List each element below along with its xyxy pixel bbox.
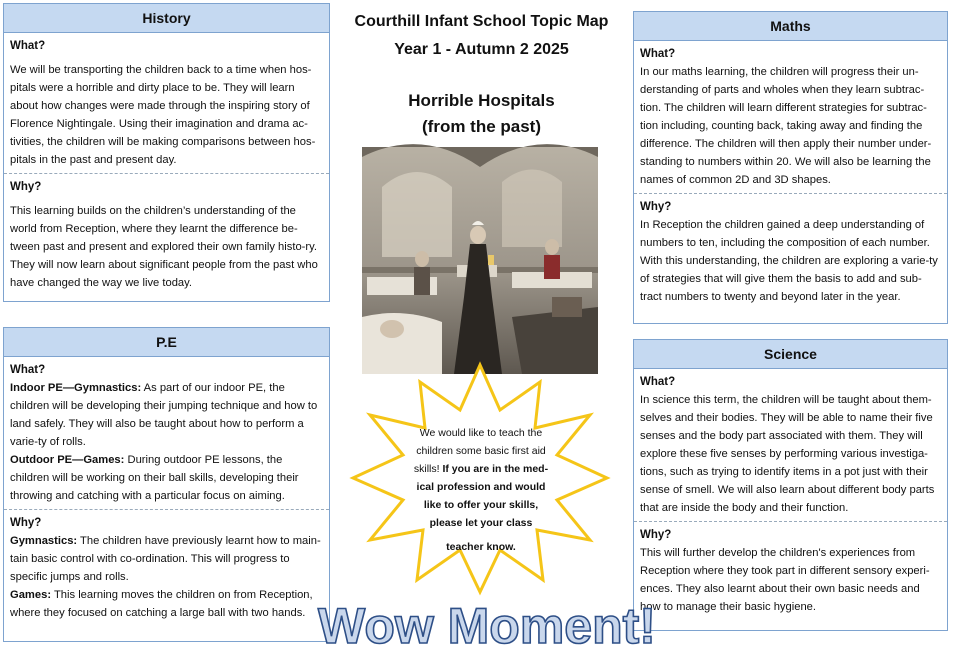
star-message-line3: teacher know. bbox=[446, 541, 516, 553]
side-table bbox=[552, 297, 582, 317]
star-message bbox=[413, 424, 549, 556]
pe-indoor-paragraph bbox=[10, 379, 323, 451]
patient-head-right bbox=[545, 239, 559, 255]
history-what-label: What? bbox=[10, 40, 46, 52]
maths-why-section bbox=[634, 194, 947, 310]
science-why-label: Why? bbox=[640, 529, 672, 541]
pe-what-section bbox=[4, 357, 329, 509]
pe-gym-lead: Gymnastics: bbox=[10, 535, 78, 547]
pe-why-label: Why? bbox=[10, 517, 42, 529]
history-why-label: Why? bbox=[10, 181, 42, 193]
history-what-section bbox=[4, 33, 329, 173]
patient-figure-left bbox=[414, 267, 430, 295]
pe-why-section bbox=[4, 510, 329, 626]
science-header: Science bbox=[634, 340, 947, 369]
science-why-text: This will further develop the children's experiences from Reception where they took part in different sensory experi-ences. They also learnt about their own basic needs and how to manage their basic hygiene. bbox=[640, 547, 930, 613]
topic-title bbox=[330, 88, 633, 140]
science-what-text: In science this term, the children will be taught about them-selves and their bodies. They will be able to name their five senses and the body part associated with them. They will explore these five senses by performing various investiga-tions, such as trying to identify items in a pot just with their sense of smell. We will also learn about different body parts that are inside the body and their function. bbox=[640, 394, 935, 514]
year-title: Year 1 - Autumn 2 2025 bbox=[394, 41, 569, 58]
history-what-text: We will be transporting the children back to a time when hos-pitals were a horrible and dirty place to be. They will learn about how changes were made through the inspiring story of Florence Nightingale. Using their imagination and drama ac-tivities, the children will be making comparisons between hos-pitals in the past and present day. bbox=[10, 64, 316, 166]
history-why-section bbox=[4, 174, 329, 296]
pe-outdoor-paragraph bbox=[10, 451, 323, 505]
pe-header: P.E bbox=[4, 328, 329, 357]
science-what-section bbox=[634, 369, 947, 521]
patient-head-left bbox=[415, 251, 429, 267]
pe-gym-paragraph bbox=[10, 532, 323, 586]
topic-title-line1: Horrible Hospitals bbox=[408, 91, 555, 110]
pe-panel bbox=[3, 327, 330, 642]
nurse-lamp bbox=[488, 255, 494, 265]
maths-panel bbox=[633, 11, 948, 324]
nurse-head bbox=[470, 226, 486, 244]
maths-header: Maths bbox=[634, 12, 947, 41]
school-title: Courthill Infant School Topic Map bbox=[354, 13, 609, 30]
science-panel bbox=[633, 339, 948, 631]
pe-what-label: What? bbox=[10, 364, 46, 376]
pe-indoor-lead: Indoor PE—Gymnastics: bbox=[10, 382, 142, 394]
soldier-figure-right bbox=[544, 255, 560, 279]
history-why-text: This learning builds on the children’s understanding of the world from Reception, where they learnt the difference be-tween past and present and explored their own family histo-ry. They will now learn about significant people from the past who have changed the way we live today. bbox=[10, 205, 318, 289]
maths-why-text: In Reception the children gained a deep understanding of numbers to ten, including the composition of each number. With this understanding, the children are exploring a varie-ty of strategies that will give them the basis to add and sub-tract numbers to twenty and beyond later in the year. bbox=[640, 219, 938, 303]
history-panel bbox=[3, 3, 330, 302]
maths-why-label: Why? bbox=[640, 201, 672, 213]
maths-what-text: In our maths learning, the children will progress their un-derstanding of parts and wholes when they learn subtrac-tion. The children will learn different strategies for subtrac-tion including, counting back, taking away and finding the difference. The children will then apply their number under-standing to numbers within 20. We will also be learning the names of common 2D and 3D shapes. bbox=[640, 66, 932, 186]
science-why-section bbox=[634, 522, 947, 620]
hospital-illustration bbox=[362, 147, 598, 374]
foreground-patient-head bbox=[380, 320, 404, 338]
maths-what-label: What? bbox=[640, 48, 676, 60]
maths-what-section bbox=[634, 41, 947, 193]
pe-games-lead: Games: bbox=[10, 589, 52, 601]
star-message-line2: If you are in the med-ical profession and would like to offer your skills, please let your class bbox=[416, 463, 549, 529]
pe-games-text: This learning moves the children on from Reception, where they focused on catching a large ball with two hands. bbox=[10, 589, 313, 619]
pe-games-paragraph bbox=[10, 586, 323, 622]
pe-indoor-text: As part of our indoor PE, the children will be developing their jumping technique and how to land safely. They will also be taught about how to perform a varie-ty of rolls. bbox=[10, 382, 318, 448]
science-what-label: What? bbox=[640, 376, 676, 388]
wow-moment-wordart bbox=[318, 595, 656, 650]
pe-gym-text: The children have previously learnt how to main-tain basic control with co-ordination. This will progress to specific jumps and rolls. bbox=[10, 535, 321, 583]
wow-moment-text: Wow Moment! bbox=[318, 598, 656, 650]
arched-window-left bbox=[382, 172, 452, 257]
history-header: History bbox=[4, 4, 329, 33]
pe-outdoor-lead: Outdoor PE—Games: bbox=[10, 454, 125, 466]
topic-title-line2: (from the past) bbox=[422, 117, 541, 136]
pe-outdoor-text: During outdoor PE lessons, the children will be working on their ball skills, developing their throwing and catching with a particular focus on aiming. bbox=[10, 454, 299, 502]
star-message-line1: We would like to teach the children some basic first aid skills! bbox=[413, 427, 546, 475]
arched-window-right bbox=[502, 170, 562, 248]
